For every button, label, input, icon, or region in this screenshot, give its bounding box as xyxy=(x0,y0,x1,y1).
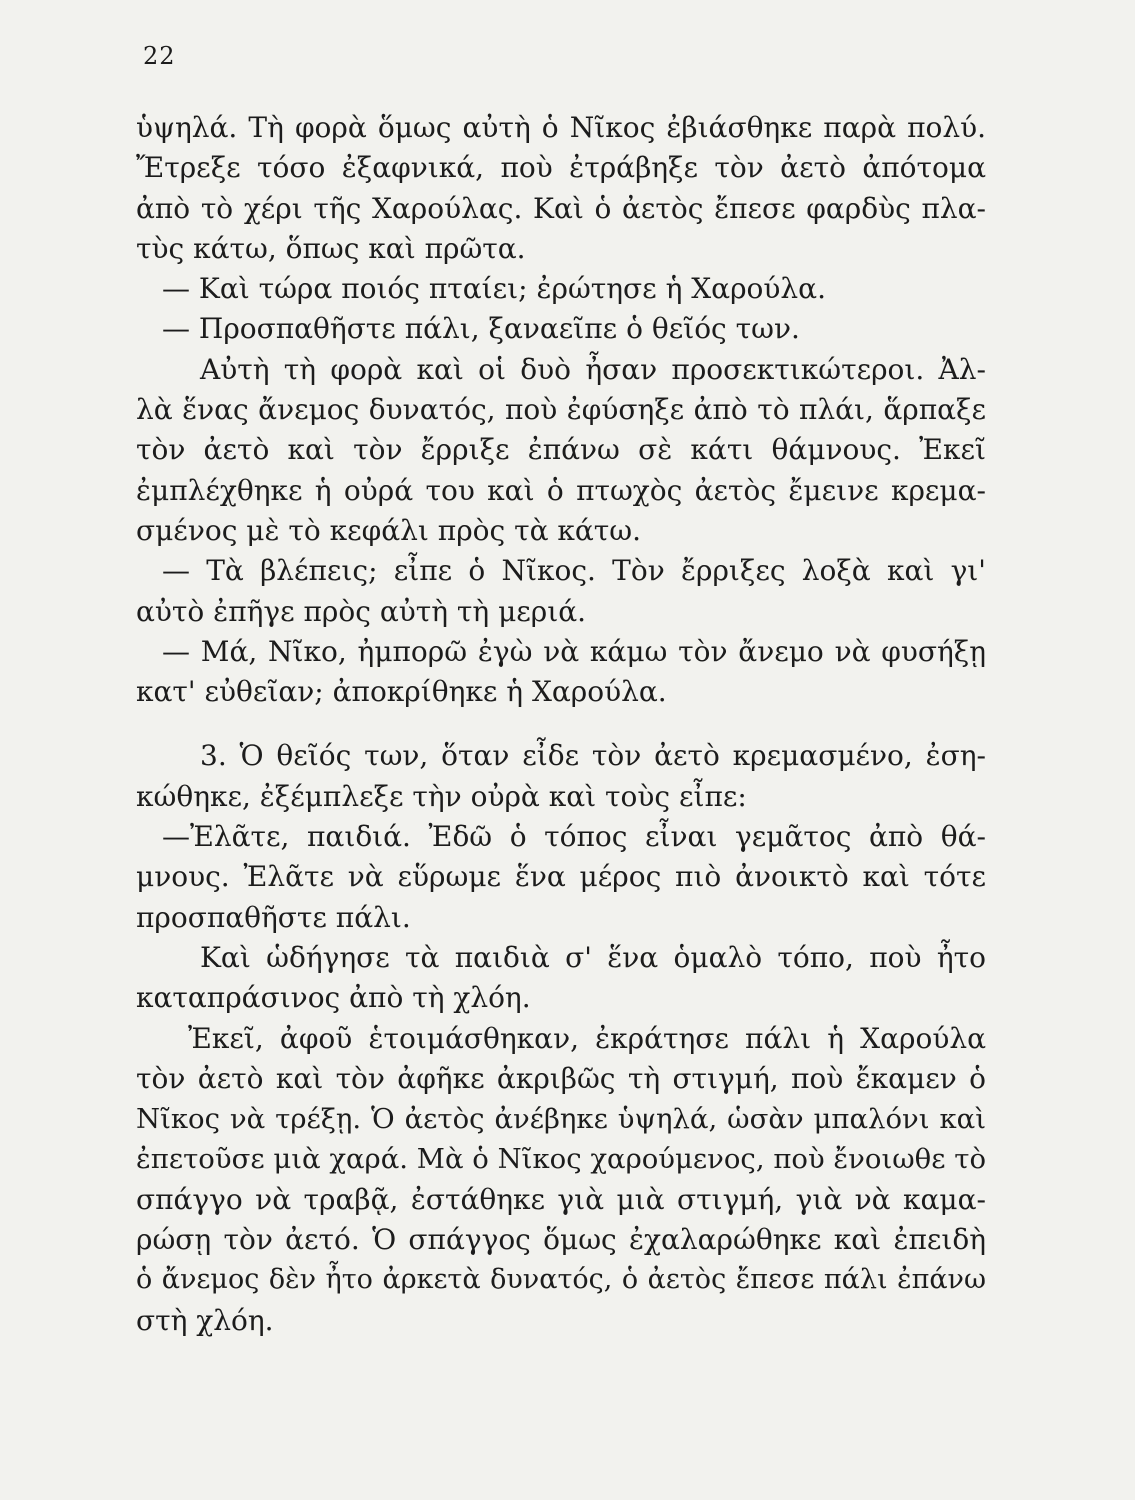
text-line: τὸν ἀετὸ καὶ τὸν ἀφῆκε ἀκριβῶς τὴ στιγμή, ποὺ ἔκαμεν ὁ xyxy=(136,1061,986,1095)
text-line: Καὶ ὡδήγησε τὰ παιδιὰ σ' ἕνα ὁμαλὸ τόπο, ποὺ ἦτο xyxy=(200,940,986,974)
text-line: ὑψηλά. Τὴ φορὰ ὅμως αὐτὴ ὁ Νῖκος ἐβιάσθηκε παρὰ πολύ. xyxy=(136,111,986,144)
text-line: λὰ ἕνας ἄνεμος δυνατός, ποὺ ἐφύσηξε ἀπὸ τὸ πλάι, ἅρπαξε xyxy=(136,393,986,427)
text-line: —Ἐλᾶτε, παιδιά. Ἐδῶ ὁ τόπος εἶναι γεμᾶτος ἀπὸ θά- xyxy=(162,820,986,854)
text-line: Ἔτρεξε τόσο ἐξαφνικά, ποὺ ἐτράβηξε τὸν ἀετὸ ἀπότομα xyxy=(136,151,986,185)
text-line: Ἐκεῖ, ἀφοῦ ἑτοιμάσθηκαν, ἐκράτησε πάλι ἡ Χαρούλα xyxy=(188,1021,986,1055)
body-text xyxy=(136,108,986,1341)
text-block-1 xyxy=(136,108,986,712)
text-line: κατ' εὐθεῖαν; ἀποκρίθηκε ἡ Χαρούλα. xyxy=(136,675,667,709)
text-line: — Μά, Νῖκο, ἠμπορῶ ἐγὼ νὰ κάμω τὸν ἄνεμο νὰ φυσήξῃ xyxy=(162,634,986,668)
text-line: μνους. Ἐλᾶτε νὰ εὕρωμε ἕνα μέρος πιὸ ἀνοικτὸ καὶ τότε xyxy=(136,860,986,894)
text-line: αὐτὸ ἐπῆγε πρὸς αὐτὴ τὴ μεριά. xyxy=(136,594,587,628)
text-line: — Καὶ τώρα ποιός πταίει; ἐρώτησε ἡ Χαρούλα. xyxy=(162,272,826,306)
text-line: στὴ χλόη. xyxy=(136,1303,274,1337)
text-line: Αὐτὴ τὴ φορὰ καὶ οἱ δυὸ ἦσαν προσεκτικώτεροι. Ἀλ- xyxy=(200,352,986,386)
text-line: σπάγγο νὰ τραβᾷ, ἐστάθηκε γιὰ μιὰ στιγμή, γιὰ νὰ καμα- xyxy=(136,1182,986,1216)
text-line: σμένος μὲ τὸ κεφάλι πρὸς τὰ κάτω. xyxy=(136,513,642,547)
text-line: Νῖκος νὰ τρέξῃ. Ὁ ἀετὸς ἀνέβηκε ὑψηλά, ὡσὰν μπαλόνι καὶ xyxy=(136,1103,986,1136)
text-line: — Προσπαθῆστε πάλι, ξαναεῖπε ὁ θεῖός των. xyxy=(162,312,800,346)
text-line: ρώσῃ τὸν ἀετό. Ὁ σπάγγος ὅμως ἐχαλαρώθηκε καὶ ἐπειδὴ xyxy=(136,1223,986,1257)
text-block-2 xyxy=(136,736,986,1340)
text-line: τὺς κάτω, ὅπως καὶ πρῶτα. xyxy=(136,231,526,265)
text-line: — Τὰ βλέπεις; εἶπε ὁ Νῖκος. Τὸν ἔρριξες λοξὰ καὶ γι' xyxy=(162,554,986,588)
page-number: 22 xyxy=(143,42,176,70)
text-line: καταπράσινος ἀπὸ τὴ χλόη. xyxy=(136,981,531,1015)
text-line: κώθηκε, ἐξέμπλεξε τὴν οὐρὰ καὶ τοὺς εἶπε: xyxy=(136,779,747,813)
text-line: ἐπετοῦσε μιὰ χαρά. Μὰ ὁ Νῖκος χαρούμενος, ποὺ ἔνοιωθε τὸ xyxy=(136,1143,986,1176)
text-line: 3. Ὁ θεῖός των, ὅταν εἶδε τὸν ἀετὸ κρεμασμένο, ἐση- xyxy=(200,739,986,773)
text-line: ὁ ἄνεμος δὲν ἦτο ἀρκετὰ δυνατός, ὁ ἀετὸς ἔπεσε πάλι ἐπάνω xyxy=(136,1264,986,1296)
text-line: ἀπὸ τὸ χέρι τῆς Χαρούλας. Καὶ ὁ ἀετὸς ἔπεσε φαρδὺς πλα- xyxy=(136,191,986,225)
text-line: προσπαθῆστε πάλι. xyxy=(136,900,411,934)
text-line: τὸν ἀετὸ καὶ τὸν ἔρριξε ἐπάνω σὲ κάτι θάμνους. Ἐκεῖ xyxy=(136,433,986,467)
section-gap xyxy=(136,712,986,736)
text-line: ἐμπλέχθηκε ἡ οὐρά του καὶ ὁ πτωχὸς ἀετὸς ἔμεινε κρεμα- xyxy=(136,473,986,507)
